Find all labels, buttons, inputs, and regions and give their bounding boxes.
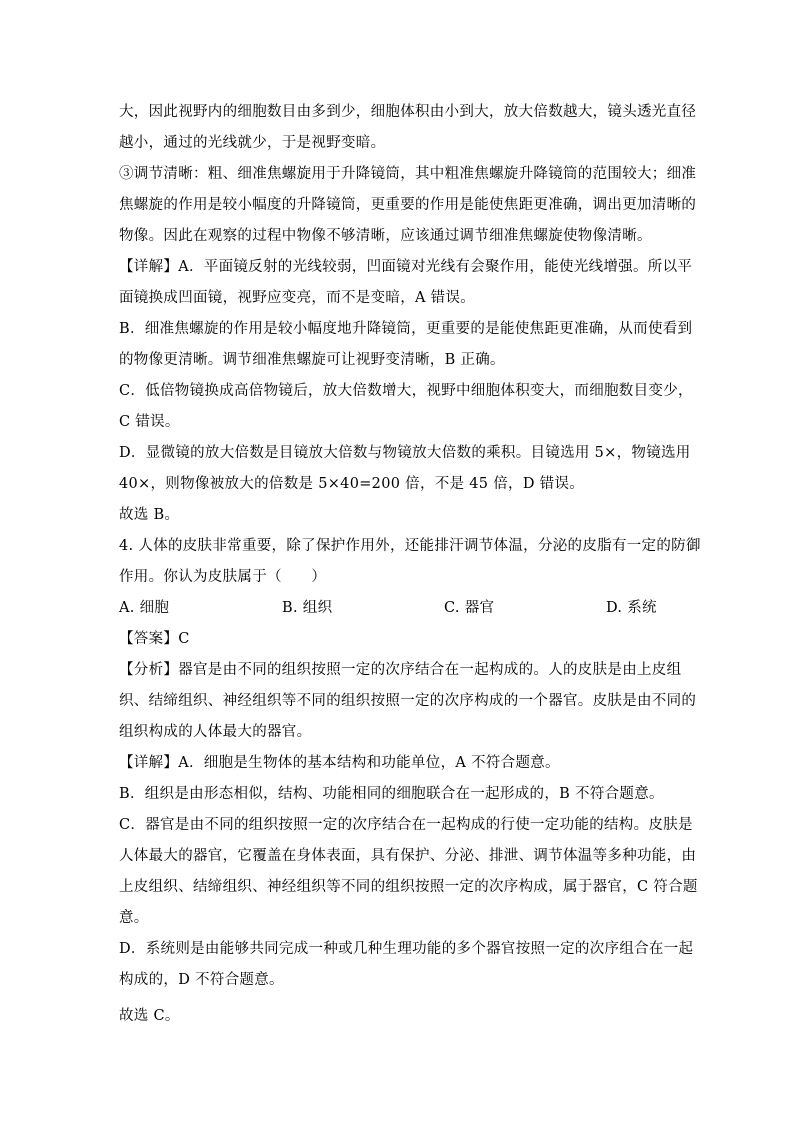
- text-line: 故选 C。: [119, 1008, 180, 1024]
- text-line: B．细准焦螺旋的作用是较小幅度地升降镜筒，更重要的是能使焦距更准确，从而使看到: [119, 321, 693, 337]
- text-line: 物像。因此在观察的过程中物像不够清晰，应该通过调节细准焦螺旋使物像清晰。: [119, 228, 652, 244]
- text-line: 40×，则物像被放大的倍数是 5×40=200 倍，不是 45 倍，D 错误。: [119, 476, 585, 492]
- text-line: D．系统则是由能够共同完成一种或几种生理功能的多个器官按照一定的次序组合在一起: [119, 941, 694, 957]
- text-line: 组织构成的人体最大的器官。: [119, 724, 312, 740]
- text-line: C 错误。: [119, 414, 180, 430]
- text-line: B．组织是由形态相似，结构、功能相同的细胞联合在一起形成的，B 不符合题意。: [119, 786, 664, 802]
- text-line: 构成的，D 不符合题意。: [119, 972, 284, 988]
- text-line: 的物像更清晰。调节细准焦螺旋可让视野变清晰，B 正确。: [119, 352, 505, 368]
- question-stem: 4. 人体的皮肤非常重要，除了保护作用外，还能排汗调节体温，分泌的皮脂有一定的防御: [119, 538, 701, 554]
- option-d: D. 系统: [606, 600, 657, 616]
- text-line: 焦螺旋的作用是较小幅度的升降镜筒，更重要的作用是能使焦距更准确，调出更加清晰的: [119, 197, 697, 213]
- text-line: 织、结缔组织、神经组织等不同的组织按照一定的次序构成的一个器官。皮肤是由不同的: [119, 693, 697, 709]
- text-line: 人体最大的器官，它覆盖在身体表面，具有保护、分泌、排泄、调节体温等多种功能，由: [119, 848, 697, 864]
- text-line: C．低倍物镜换成高倍物镜后，放大倍数增大，视野中细胞体积变大，而细胞数目变少，: [119, 383, 693, 399]
- text-line: 大，因此视野内的细胞数目由多到少，细胞体积由小到大，放大倍数越大，镜头透光直径: [119, 104, 697, 120]
- option-c: C. 器官: [444, 600, 495, 616]
- text-line: 面镜换成凹面镜，视野应变亮，而不是变暗，A 错误。: [119, 290, 476, 306]
- text-line: ③调节清晰：粗、细准焦螺旋用于升降镜筒，其中粗准焦螺旋升降镜筒的范围较大；细准: [119, 166, 697, 182]
- option-b: B. 组织: [282, 600, 333, 616]
- text-line: D．显微镜的放大倍数是目镜放大倍数与物镜放大倍数的乘积。目镜选用 5×，物镜选用: [119, 445, 691, 461]
- answer-line: 【答案】C: [119, 631, 190, 647]
- text-line: 意。: [119, 910, 149, 926]
- question-stem: 作用。你认为皮肤属于（ ）: [119, 569, 327, 585]
- text-line: 【分析】器官是由不同的组织按照一定的次序结合在一起构成的。人的皮肤是由上皮组: [119, 662, 682, 678]
- text-line: 【详解】A．细胞是生物体的基本结构和功能单位，A 不符合题意。: [119, 755, 560, 771]
- text-line: 故选 B。: [119, 507, 180, 523]
- option-a: A. 细胞: [119, 600, 170, 616]
- text-line: 越小，通过的光线就少，于是视野变暗。: [119, 135, 386, 151]
- text-line: C．器官是由不同的组织按照一定的次序结合在一起构成的行使一定功能的结构。皮肤是: [119, 817, 693, 833]
- text-line: 上皮组织、结缔组织、神经组织等不同的组织按照一定的次序构成，属于器官，C 符合题: [119, 879, 698, 895]
- text-line: 【详解】A．平面镜反射的光线较弱，凹面镜对光线有会聚作用，能使光线增强。所以平: [119, 259, 693, 275]
